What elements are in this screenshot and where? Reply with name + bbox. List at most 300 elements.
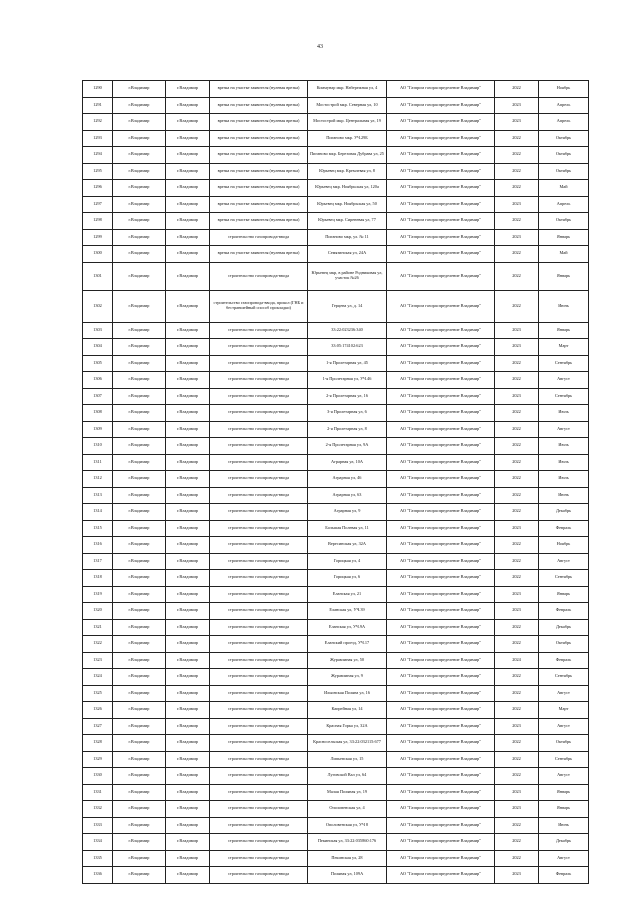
cell-year: 2023	[495, 867, 539, 884]
cell-year: 2023	[495, 339, 539, 356]
cell-number: 1319	[83, 586, 113, 603]
cell-city: г.Владимир	[113, 355, 166, 372]
cell-year: 2022	[495, 372, 539, 389]
table-row	[83, 801, 589, 818]
page-number: 43	[317, 44, 323, 50]
cell-address: Еланская ул, 21	[308, 586, 387, 603]
cell-number: 1306	[83, 372, 113, 389]
cell-locality: г.Владимир	[166, 850, 210, 867]
cell-organization: АО "Газпром газораспределение Владимир"	[387, 768, 495, 785]
cell-year: 2022	[495, 619, 539, 636]
cell-work-type: врезка на участке заявителя (нулевая врезка)	[210, 147, 308, 164]
cell-number: 1322	[83, 636, 113, 653]
cell-organization: АО "Газпром газораспределение Владимир"	[387, 504, 495, 521]
cell-number: 1323	[83, 652, 113, 669]
table-row	[83, 603, 589, 620]
cell-year: 2024	[495, 652, 539, 669]
cell-work-type: строительство газопровода-ввода	[210, 262, 308, 290]
cell-number: 1313	[83, 487, 113, 504]
cell-locality: г.Владимир	[166, 372, 210, 389]
cell-city: г.Владимир	[113, 130, 166, 147]
cell-work-type: строительство газопровода-ввода	[210, 702, 308, 719]
cell-work-type: строительство газопровода-ввода	[210, 784, 308, 801]
cell-address: Юрьевец мкр. Ноябрьская ул, 50	[308, 196, 387, 213]
cell-organization: АО "Газпром газораспределение Владимир"	[387, 487, 495, 504]
cell-work-type: врезка на участке заявителя (нулевая врезка)	[210, 130, 308, 147]
table-row	[83, 867, 589, 884]
cell-number: 1308	[83, 405, 113, 422]
cell-address: Юрьевец мкр, в районе Родниковая ул, участок №26	[308, 262, 387, 290]
cell-address: Аграрная ул, 46	[308, 471, 387, 488]
cell-month: Январь	[539, 229, 589, 246]
cell-month: Август	[539, 718, 589, 735]
table-row	[83, 784, 589, 801]
cell-organization: АО "Газпром газораспределение Владимир"	[387, 685, 495, 702]
cell-city: г.Владимир	[113, 619, 166, 636]
cell-city: г.Владимир	[113, 196, 166, 213]
cell-year: 2022	[495, 454, 539, 471]
cell-organization: АО "Газпром газораспределение Владимир"	[387, 438, 495, 455]
cell-number: 1328	[83, 735, 113, 752]
cell-city: г.Владимир	[113, 454, 166, 471]
table-row	[83, 114, 589, 131]
table-row	[83, 768, 589, 785]
cell-month: Август	[539, 768, 589, 785]
cell-address: Семязинская ул, 24А	[308, 246, 387, 263]
cell-address: Еланский проезд, УЧ.17	[308, 636, 387, 653]
cell-year: 2022	[495, 147, 539, 164]
cell-work-type: строительство газопровода-ввода	[210, 487, 308, 504]
cell-work-type: строительство газопровода-ввода	[210, 504, 308, 521]
cell-work-type: строительство газопровода-ввода	[210, 603, 308, 620]
cell-address: Еланская ул, УЧ.9А	[308, 619, 387, 636]
cell-number: 1334	[83, 834, 113, 851]
cell-city: г.Владимир	[113, 388, 166, 405]
cell-city: г.Владимир	[113, 180, 166, 197]
cell-work-type: строительство газопровода-ввода	[210, 817, 308, 834]
cell-month: Ноябрь	[539, 537, 589, 554]
table-row	[83, 262, 589, 290]
cell-organization: АО "Газпром газораспределение Владимир"	[387, 229, 495, 246]
cell-year: 2022	[495, 438, 539, 455]
cell-work-type: строительство газопровода-ввода	[210, 322, 308, 339]
cell-organization: АО "Газпром газораспределение Владимир"	[387, 114, 495, 131]
cell-locality: г.Владимир	[166, 669, 210, 686]
cell-city: г.Владимир	[113, 834, 166, 851]
cell-locality: г.Владимир	[166, 537, 210, 554]
cell-work-type: строительство газопровода-ввода	[210, 438, 308, 455]
cell-work-type: строительство газопровода-ввода	[210, 669, 308, 686]
cell-work-type: строительство газопровода-ввода	[210, 229, 308, 246]
cell-month: Февраль	[539, 603, 589, 620]
cell-address: 2-я Пролетарная ул, 9А	[308, 438, 387, 455]
cell-city: г.Владимир	[113, 322, 166, 339]
table-row	[83, 388, 589, 405]
table-row	[83, 339, 589, 356]
cell-month: Сентябрь	[539, 669, 589, 686]
cell-organization: АО "Газпром газораспределение Владимир"	[387, 246, 495, 263]
table-row	[83, 196, 589, 213]
cell-month: Сентябрь	[539, 751, 589, 768]
cell-number: 1311	[83, 454, 113, 471]
cell-organization: АО "Газпром газораспределение Владимир"	[387, 652, 495, 669]
cell-address: Ополовенская ул, 4	[308, 801, 387, 818]
table-row	[83, 130, 589, 147]
cell-year: 2022	[495, 768, 539, 785]
table-row	[83, 570, 589, 587]
cell-organization: АО "Газпром газораспределение Владимир"	[387, 262, 495, 290]
table-row	[83, 520, 589, 537]
cell-address: Коммунар мкр. Набережная ул, 4	[308, 81, 387, 98]
table-row	[83, 438, 589, 455]
cell-month: Октябрь	[539, 130, 589, 147]
cell-month: Апрель	[539, 114, 589, 131]
table-row	[83, 718, 589, 735]
cell-month: Ноябрь	[539, 81, 589, 98]
cell-address: 2-я Пролетарная ул, 8	[308, 421, 387, 438]
table-row	[83, 454, 589, 471]
cell-work-type: строительство газопровода-ввода	[210, 768, 308, 785]
cell-number: 1290	[83, 81, 113, 98]
cell-organization: АО "Газпром газораспределение Владимир"	[387, 784, 495, 801]
cell-organization: АО "Газпром газораспределение Владимир"	[387, 213, 495, 230]
cell-organization: АО "Газпром газораспределение Владимир"	[387, 196, 495, 213]
cell-year: 2023	[495, 388, 539, 405]
table-row	[83, 685, 589, 702]
cell-year: 2022	[495, 834, 539, 851]
table-row	[83, 751, 589, 768]
cell-city: г.Владимир	[113, 669, 166, 686]
cell-work-type: строительство газопровода-ввода	[210, 421, 308, 438]
cell-city: г.Владимир	[113, 702, 166, 719]
cell-locality: г.Владимир	[166, 487, 210, 504]
table-row	[83, 669, 589, 686]
cell-work-type: строительство газопровода-ввода	[210, 834, 308, 851]
cell-city: г.Владимир	[113, 636, 166, 653]
cell-organization: АО "Газпром газораспределение Владимир"	[387, 471, 495, 488]
cell-work-type: строительство газопровода-ввода	[210, 471, 308, 488]
cell-address: Аграрная ул, 9	[308, 504, 387, 521]
cell-city: г.Владимир	[113, 487, 166, 504]
cell-year: 2022	[495, 81, 539, 98]
cell-month: Март	[539, 702, 589, 719]
cell-work-type: врезка на участке заявителя (нулевая врезка)	[210, 180, 308, 197]
cell-number: 1293	[83, 130, 113, 147]
cell-month: Июнь	[539, 817, 589, 834]
table-row	[83, 636, 589, 653]
cell-number: 1292	[83, 114, 113, 131]
cell-year: 2022	[495, 636, 539, 653]
cell-month: Сентябрь	[539, 388, 589, 405]
cell-month: Октябрь	[539, 147, 589, 164]
cell-month: Январь	[539, 801, 589, 818]
cell-organization: АО "Газпром газораспределение Владимир"	[387, 834, 495, 851]
cell-year: 2022	[495, 487, 539, 504]
cell-address: Герцена ул, д. 14	[308, 290, 387, 322]
cell-locality: г.Владимир	[166, 834, 210, 851]
cell-locality: г.Владимир	[166, 751, 210, 768]
cell-address: Поляная ул, 109А	[308, 867, 387, 884]
table-row	[83, 652, 589, 669]
table-row	[83, 553, 589, 570]
cell-work-type: строительство газопровода-ввода, прокол (ГНБ и бестраншейный способ прокладки)	[210, 290, 308, 322]
cell-number: 1327	[83, 718, 113, 735]
cell-address: Красносельская ул, 33:22:032115:677	[308, 735, 387, 752]
cell-organization: АО "Газпром газораспределение Владимир"	[387, 570, 495, 587]
cell-number: 1302	[83, 290, 113, 322]
cell-month: Февраль	[539, 652, 589, 669]
cell-work-type: строительство газопровода-ввода	[210, 520, 308, 537]
cell-work-type: врезка на участке заявителя (нулевая врезка)	[210, 81, 308, 98]
cell-number: 1324	[83, 669, 113, 686]
cell-organization: АО "Газпром газораспределение Владимир"	[387, 520, 495, 537]
cell-organization: АО "Газпром газораспределение Владимир"	[387, 97, 495, 114]
cell-city: г.Владимир	[113, 438, 166, 455]
cell-organization: АО "Газпром газораспределение Владимир"	[387, 322, 495, 339]
cell-year: 2022	[495, 163, 539, 180]
cell-number: 1305	[83, 355, 113, 372]
cell-year: 2022	[495, 471, 539, 488]
cell-city: г.Владимир	[113, 290, 166, 322]
cell-month: Май	[539, 180, 589, 197]
cell-number: 1333	[83, 817, 113, 834]
cell-organization: АО "Газпром газораспределение Владимир"	[387, 669, 495, 686]
cell-address: 33:05:174102:623	[308, 339, 387, 356]
cell-year: 2023	[495, 801, 539, 818]
cell-year: 2022	[495, 669, 539, 686]
cell-locality: г.Владимир	[166, 520, 210, 537]
cell-year: 2022	[495, 735, 539, 752]
cell-number: 1309	[83, 421, 113, 438]
table-row	[83, 586, 589, 603]
cell-number: 1318	[83, 570, 113, 587]
cell-locality: г.Владимир	[166, 603, 210, 620]
cell-city: г.Владимир	[113, 570, 166, 587]
cell-locality: г.Владимир	[166, 735, 210, 752]
cell-organization: АО "Газпром газораспределение Владимир"	[387, 180, 495, 197]
cell-work-type: строительство газопровода-ввода	[210, 454, 308, 471]
cell-locality: г.Владимир	[166, 718, 210, 735]
cell-locality: г.Владимир	[166, 246, 210, 263]
table-row	[83, 180, 589, 197]
cell-organization: АО "Газпром газораспределение Владимир"	[387, 735, 495, 752]
cell-city: г.Владимир	[113, 229, 166, 246]
cell-organization: АО "Газпром газораспределение Владимир"	[387, 81, 495, 98]
cell-organization: АО "Газпром газораспределение Владимир"	[387, 603, 495, 620]
table-row	[83, 147, 589, 164]
cell-year: 2022	[495, 290, 539, 322]
cell-organization: АО "Газпром газораспределение Владимир"	[387, 454, 495, 471]
cell-number: 1316	[83, 537, 113, 554]
cell-month: Июль	[539, 438, 589, 455]
cell-organization: АО "Газпром газораспределение Владимир"	[387, 421, 495, 438]
cell-address: Луговской Вал ул, 64	[308, 768, 387, 785]
cell-city: г.Владимир	[113, 147, 166, 164]
cell-work-type: строительство газопровода-ввода	[210, 850, 308, 867]
cell-address: Малая Поляная ул, 19	[308, 784, 387, 801]
cell-city: г.Владимир	[113, 784, 166, 801]
cell-city: г.Владимир	[113, 586, 166, 603]
cell-locality: г.Владимир	[166, 97, 210, 114]
cell-year: 2022	[495, 817, 539, 834]
cell-work-type: строительство газопровода-ввода	[210, 339, 308, 356]
cell-number: 1315	[83, 520, 113, 537]
cell-number: 1329	[83, 751, 113, 768]
cell-number: 1304	[83, 339, 113, 356]
cell-work-type: строительство газопровода-ввода	[210, 751, 308, 768]
cell-locality: г.Владимир	[166, 196, 210, 213]
cell-number: 1297	[83, 196, 113, 213]
cell-year: 2023	[495, 196, 539, 213]
cell-city: г.Владимир	[113, 81, 166, 98]
cell-address: Пиганово мкр, ул. № 11	[308, 229, 387, 246]
cell-work-type: строительство газопровода-ввода	[210, 405, 308, 422]
cell-city: г.Владимир	[113, 246, 166, 263]
cell-month: Сентябрь	[539, 355, 589, 372]
cell-number: 1330	[83, 768, 113, 785]
cell-city: г.Владимир	[113, 652, 166, 669]
cell-locality: г.Владимир	[166, 81, 210, 98]
cell-work-type: врезка на участке заявителя (нулевая врезка)	[210, 196, 308, 213]
cell-month: Декабрь	[539, 834, 589, 851]
table-row	[83, 213, 589, 230]
cell-month: Июль	[539, 454, 589, 471]
cell-number: 1296	[83, 180, 113, 197]
cell-city: г.Владимир	[113, 163, 166, 180]
cell-locality: г.Владимир	[166, 867, 210, 884]
cell-work-type: строительство газопровода-ввода	[210, 685, 308, 702]
cell-locality: г.Владимир	[166, 355, 210, 372]
cell-city: г.Владимир	[113, 867, 166, 884]
cell-city: г.Владимир	[113, 405, 166, 422]
cell-locality: г.Владимир	[166, 471, 210, 488]
cell-month: Октябрь	[539, 163, 589, 180]
cell-locality: г.Владимир	[166, 213, 210, 230]
cell-address: Горицкая ул, 4	[308, 553, 387, 570]
table-row	[83, 537, 589, 554]
cell-address: Большая Полевая ул, 11	[308, 520, 387, 537]
cell-year: 2022	[495, 262, 539, 290]
cell-locality: г.Владимир	[166, 504, 210, 521]
cell-organization: АО "Газпром газораспределение Владимир"	[387, 586, 495, 603]
cell-number: 1291	[83, 97, 113, 114]
cell-organization: АО "Газпром газораспределение Владимир"	[387, 372, 495, 389]
cell-city: г.Владимир	[113, 801, 166, 818]
cell-work-type: врезка на участке заявителя (нулевая врезка)	[210, 246, 308, 263]
cell-number: 1314	[83, 504, 113, 521]
cell-year: 2022	[495, 213, 539, 230]
cell-year: 2022	[495, 405, 539, 422]
table-row	[83, 355, 589, 372]
cell-year: 2022	[495, 850, 539, 867]
table-row	[83, 97, 589, 114]
cell-number: 1310	[83, 438, 113, 455]
cell-locality: г.Владимир	[166, 801, 210, 818]
cell-locality: г.Владимир	[166, 768, 210, 785]
cell-address: 3-я Пролетарная ул, 6	[308, 405, 387, 422]
cell-number: 1298	[83, 213, 113, 230]
cell-month: Август	[539, 372, 589, 389]
table-row	[83, 619, 589, 636]
cell-month: Октябрь	[539, 213, 589, 230]
cell-city: г.Владимир	[113, 262, 166, 290]
cell-locality: г.Владимир	[166, 636, 210, 653]
cell-year: 2023	[495, 784, 539, 801]
cell-locality: г.Владимир	[166, 454, 210, 471]
table-row	[83, 735, 589, 752]
cell-month: Август	[539, 685, 589, 702]
cell-number: 1336	[83, 867, 113, 884]
table-row	[83, 372, 589, 389]
cell-work-type: строительство газопровода-ввода	[210, 586, 308, 603]
cell-month: Февраль	[539, 867, 589, 884]
cell-address: Ополовенская ул, УЧ 8	[308, 817, 387, 834]
cell-number: 1312	[83, 471, 113, 488]
cell-number: 1294	[83, 147, 113, 164]
cell-work-type: строительство газопровода-ввода	[210, 388, 308, 405]
cell-locality: г.Владимир	[166, 262, 210, 290]
cell-month: Май	[539, 246, 589, 263]
cell-locality: г.Владимир	[166, 685, 210, 702]
cell-year: 2022	[495, 553, 539, 570]
cell-number: 1335	[83, 850, 113, 867]
cell-locality: г.Владимир	[166, 322, 210, 339]
cell-locality: г.Владимир	[166, 405, 210, 422]
cell-month: Август	[539, 850, 589, 867]
cell-locality: г.Владимир	[166, 784, 210, 801]
cell-year: 2023	[495, 520, 539, 537]
cell-city: г.Владимир	[113, 735, 166, 752]
cell-organization: АО "Газпром газораспределение Владимир"	[387, 130, 495, 147]
cell-city: г.Владимир	[113, 553, 166, 570]
cell-address: Мостострой мкр. Центральная ул, 19	[308, 114, 387, 131]
cell-year: 2022	[495, 355, 539, 372]
cell-city: г.Владимир	[113, 339, 166, 356]
cell-locality: г.Владимир	[166, 570, 210, 587]
cell-year: 2022	[495, 685, 539, 702]
cell-locality: г.Владимир	[166, 229, 210, 246]
cell-number: 1331	[83, 784, 113, 801]
cell-city: г.Владимир	[113, 718, 166, 735]
cell-city: г.Владимир	[113, 213, 166, 230]
cell-number: 1301	[83, 262, 113, 290]
cell-year: 2022	[495, 702, 539, 719]
table-row	[83, 246, 589, 263]
cell-address: Юрьевец мкр. Ноябрьская ул, 120а	[308, 180, 387, 197]
cell-month: Декабрь	[539, 504, 589, 521]
cell-city: г.Владимир	[113, 768, 166, 785]
cell-city: г.Владимир	[113, 471, 166, 488]
cell-address: Пекинская ул, 33:22:035860:176	[308, 834, 387, 851]
cell-locality: г.Владимир	[166, 388, 210, 405]
cell-number: 1295	[83, 163, 113, 180]
table-row	[83, 290, 589, 322]
cell-month: Январь	[539, 784, 589, 801]
cell-number: 1320	[83, 603, 113, 620]
cell-month: Сентябрь	[539, 570, 589, 587]
cell-work-type: строительство газопровода-ввода	[210, 553, 308, 570]
cell-month: Июнь	[539, 487, 589, 504]
cell-city: г.Владимир	[113, 751, 166, 768]
cell-locality: г.Владимир	[166, 180, 210, 197]
cell-organization: АО "Газпром газораспределение Владимир"	[387, 355, 495, 372]
cell-number: 1307	[83, 388, 113, 405]
cell-city: г.Владимир	[113, 850, 166, 867]
cell-address: Журавлиная ул, 50	[308, 652, 387, 669]
cell-work-type: строительство газопровода-ввода	[210, 801, 308, 818]
cell-address: 33:22:023236:340	[308, 322, 387, 339]
cell-address: Красная Горка ул, 32А	[308, 718, 387, 735]
